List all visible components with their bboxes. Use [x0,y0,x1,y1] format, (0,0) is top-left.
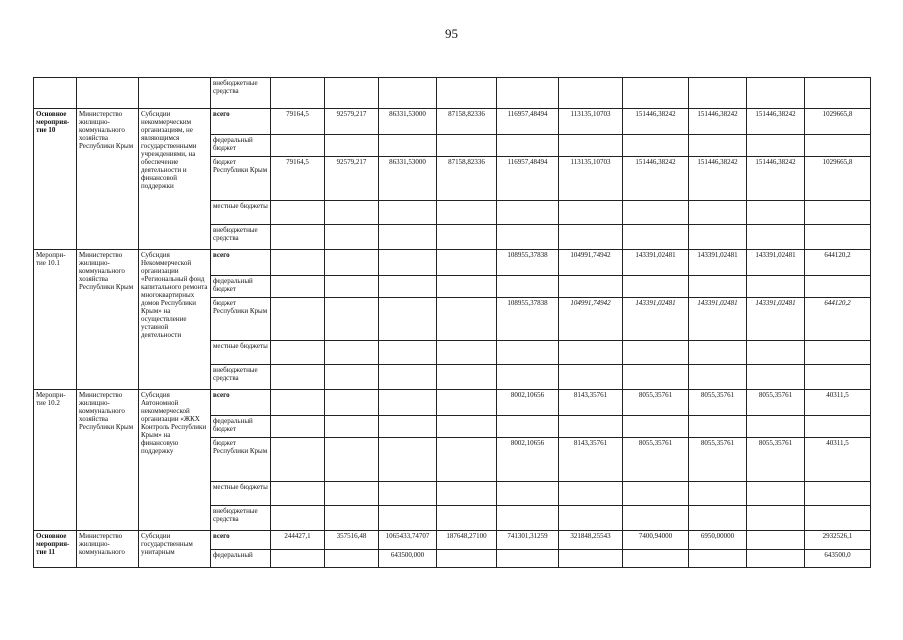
value-cell [325,250,379,276]
executor-cell: Министерство жилищно-коммунального хозяйства Республики Крым [77,109,139,250]
value-cell [271,506,325,531]
value-cell [325,416,379,438]
value-cell [623,365,689,390]
value-cell: 357516,48 [325,531,379,550]
value-cell [689,201,747,225]
executor-cell: Министерство жилищно-коммунального [77,531,139,568]
value-cell: 1065433,74707 [379,531,437,550]
value-cell [559,365,623,390]
value-cell [271,438,325,482]
table-row [34,531,871,550]
value-cell [689,550,747,568]
value-cell: 321848,25543 [559,531,623,550]
value-cell [623,506,689,531]
value-cell [379,438,437,482]
value-cell: 92579,217 [325,109,379,135]
event-name-cell: Меропри-тие 10.2 [34,390,77,531]
value-cell [689,416,747,438]
value-cell: 79164,5 [271,157,325,201]
table-cell [379,78,437,109]
funding-source-cell: местные бюджеты [211,482,271,506]
value-cell [325,201,379,225]
value-cell: 40311,5 [805,390,871,416]
value-cell [623,416,689,438]
funding-source-cell: федеральный бюджет [211,135,271,157]
value-cell [559,276,623,298]
event-name-cell: Основное мероприя-тие 10 [34,109,77,250]
value-cell [747,365,805,390]
value-cell [437,438,497,482]
value-cell: 143391,02481 [747,298,805,341]
value-cell: 143391,02481 [623,250,689,276]
value-cell [497,506,559,531]
value-cell: 108955,37838 [497,250,559,276]
table-cell [139,78,211,109]
value-cell: 6950,00000 [689,531,747,550]
value-cell: 643500,000 [379,550,437,568]
value-cell [325,550,379,568]
funding-source-cell: местные бюджеты [211,341,271,365]
value-cell [271,225,325,250]
funding-source-cell: внебюджетные средства [211,225,271,250]
table-cell [437,78,497,109]
value-cell: 151446,38242 [689,109,747,135]
value-cell: 104991,74942 [559,250,623,276]
funding-source-cell: всего [211,390,271,416]
value-cell [689,506,747,531]
value-cell: 92579,217 [325,157,379,201]
table-row [34,390,871,416]
value-cell [325,438,379,482]
value-cell [689,276,747,298]
value-cell [747,482,805,506]
value-cell: 8143,35761 [559,390,623,416]
value-cell [325,341,379,365]
description-cell: Субсидия Автономной некоммерческой организации «ЖКХ Контроль Республики Крым» на финансовую поддержку [139,390,211,531]
value-cell [379,416,437,438]
value-cell [271,390,325,416]
table-cell [747,78,805,109]
funding-source-cell: бюджет Республики Крым [211,298,271,341]
value-cell: 7400,94000 [623,531,689,550]
value-cell [559,225,623,250]
value-cell [437,416,497,438]
value-cell [689,482,747,506]
value-cell: 187648,27100 [437,531,497,550]
value-cell: 143391,02481 [689,250,747,276]
value-cell: 116957,48494 [497,157,559,201]
value-cell [437,341,497,365]
value-cell: 244427,1 [271,531,325,550]
value-cell [805,416,871,438]
funding-source-cell: всего [211,250,271,276]
value-cell: 86331,53000 [379,157,437,201]
funding-source-cell: всего [211,531,271,550]
value-cell [437,482,497,506]
value-cell [437,550,497,568]
value-cell [805,506,871,531]
table-row [34,109,871,135]
value-cell [497,201,559,225]
funding-source-cell: бюджет Республики Крым [211,157,271,201]
value-cell [623,276,689,298]
table-cell [559,78,623,109]
value-cell [805,341,871,365]
value-cell [623,482,689,506]
value-cell [437,276,497,298]
value-cell: 2932526,1 [805,531,871,550]
table-cell [689,78,747,109]
table-cell [34,78,77,109]
table-cell [623,78,689,109]
value-cell: 8055,35761 [689,438,747,482]
page-number: 95 [445,26,458,41]
value-cell [559,201,623,225]
description-cell: Субсидии некоммерческим организациям, не являющимся государственными учреждениями, на обеспечение деятельности и финансовой поддержки [139,109,211,250]
value-cell [559,416,623,438]
value-cell [379,298,437,341]
value-cell: 87158,82336 [437,109,497,135]
value-cell [379,201,437,225]
value-cell: 86331,53000 [379,109,437,135]
value-cell [497,416,559,438]
value-cell: 151446,38242 [623,109,689,135]
value-cell: 113135,10703 [559,109,623,135]
table-row [34,78,871,109]
value-cell: 151446,38242 [623,157,689,201]
value-cell: 116957,48494 [497,109,559,135]
value-cell [379,482,437,506]
funding-source-cell: внебюджетные средства [211,506,271,531]
value-cell [271,250,325,276]
funding-source-cell: внебюджетные средства [211,78,271,109]
value-cell: 8055,35761 [623,390,689,416]
funding-source-cell: федеральный бюджет [211,276,271,298]
value-cell: 151446,38242 [747,109,805,135]
value-cell [559,550,623,568]
funding-source-cell: федеральный [211,550,271,568]
value-cell [559,341,623,365]
value-cell: 79164,5 [271,109,325,135]
value-cell [805,482,871,506]
value-cell [437,390,497,416]
description-cell: Субсидии государственным унитарным [139,531,211,568]
value-cell [497,276,559,298]
value-cell: 8002,10656 [497,438,559,482]
value-cell [623,201,689,225]
value-cell [379,135,437,157]
value-cell [325,482,379,506]
value-cell [271,135,325,157]
table-cell [497,78,559,109]
table-row [34,250,871,276]
description-cell: Субсидия Некоммерческой организации «Региональный фонд капитального ремонта многоквартирных домов Республики Крым» на осуществление уставной деятельности [139,250,211,390]
table-cell [77,78,139,109]
value-cell [747,201,805,225]
value-cell [325,506,379,531]
value-cell [325,225,379,250]
value-cell [623,341,689,365]
value-cell [497,135,559,157]
value-cell: 8055,35761 [623,438,689,482]
value-cell [747,135,805,157]
value-cell [747,276,805,298]
value-cell [623,135,689,157]
event-name-cell: Основное мероприя-тие 11 [34,531,77,568]
value-cell [379,341,437,365]
value-cell [379,365,437,390]
value-cell [747,531,805,550]
value-cell [325,298,379,341]
value-cell [559,482,623,506]
value-cell [747,341,805,365]
value-cell [437,298,497,341]
value-cell [437,225,497,250]
table-cell [805,78,871,109]
value-cell: 104991,74942 [559,298,623,341]
value-cell: 113135,10703 [559,157,623,201]
value-cell: 8055,35761 [689,390,747,416]
value-cell [747,416,805,438]
value-cell [325,365,379,390]
funding-source-cell: всего [211,109,271,135]
value-cell [271,341,325,365]
value-cell [747,550,805,568]
value-cell [379,506,437,531]
value-cell [497,365,559,390]
value-cell [437,135,497,157]
value-cell [747,506,805,531]
value-cell [437,250,497,276]
value-cell [689,341,747,365]
value-cell [271,482,325,506]
value-cell [805,135,871,157]
value-cell [379,250,437,276]
value-cell [271,550,325,568]
funding-source-cell: бюджет Республики Крым [211,438,271,482]
value-cell [497,482,559,506]
value-cell: 108955,37838 [497,298,559,341]
value-cell [325,276,379,298]
value-cell [805,225,871,250]
value-cell: 8055,35761 [747,438,805,482]
value-cell: 87158,82336 [437,157,497,201]
value-cell [805,365,871,390]
value-cell [623,550,689,568]
value-cell [559,135,623,157]
value-cell: 143391,02481 [747,250,805,276]
value-cell: 8055,35761 [747,390,805,416]
value-cell [379,276,437,298]
value-cell [437,201,497,225]
value-cell [437,506,497,531]
funding-source-cell: федеральный бюджет [211,416,271,438]
value-cell [379,390,437,416]
value-cell: 644120,2 [805,250,871,276]
value-cell [497,225,559,250]
value-cell [271,365,325,390]
value-cell [271,298,325,341]
value-cell [379,225,437,250]
event-name-cell: Меропри-тие 10.1 [34,250,77,390]
table-cell [271,78,325,109]
value-cell [559,506,623,531]
value-cell: 8143,35761 [559,438,623,482]
value-cell [689,225,747,250]
executor-cell: Министерство жилищно-коммунального хозяйства Республики Крым [77,250,139,390]
value-cell [689,135,747,157]
value-cell: 151446,38242 [689,157,747,201]
value-cell [271,416,325,438]
value-cell [497,341,559,365]
value-cell: 741301,31259 [497,531,559,550]
value-cell [325,135,379,157]
value-cell: 143391,02481 [623,298,689,341]
value-cell [497,550,559,568]
value-cell: 644120,2 [805,298,871,341]
budget-table [33,77,871,568]
value-cell [805,276,871,298]
funding-source-cell: внебюджетные средства [211,365,271,390]
value-cell: 1029665,8 [805,109,871,135]
value-cell: 40311,5 [805,438,871,482]
value-cell [805,201,871,225]
value-cell: 8002,10656 [497,390,559,416]
value-cell [271,201,325,225]
value-cell [747,225,805,250]
value-cell: 1029665,8 [805,157,871,201]
value-cell [271,276,325,298]
value-cell: 151446,38242 [747,157,805,201]
executor-cell: Министерство жилищно-коммунального хозяйства Республики Крым [77,390,139,531]
value-cell: 143391,02481 [689,298,747,341]
value-cell [689,365,747,390]
value-cell [437,365,497,390]
value-cell [325,390,379,416]
value-cell: 643500,0 [805,550,871,568]
funding-source-cell: местные бюджеты [211,201,271,225]
table-cell [325,78,379,109]
value-cell [623,225,689,250]
